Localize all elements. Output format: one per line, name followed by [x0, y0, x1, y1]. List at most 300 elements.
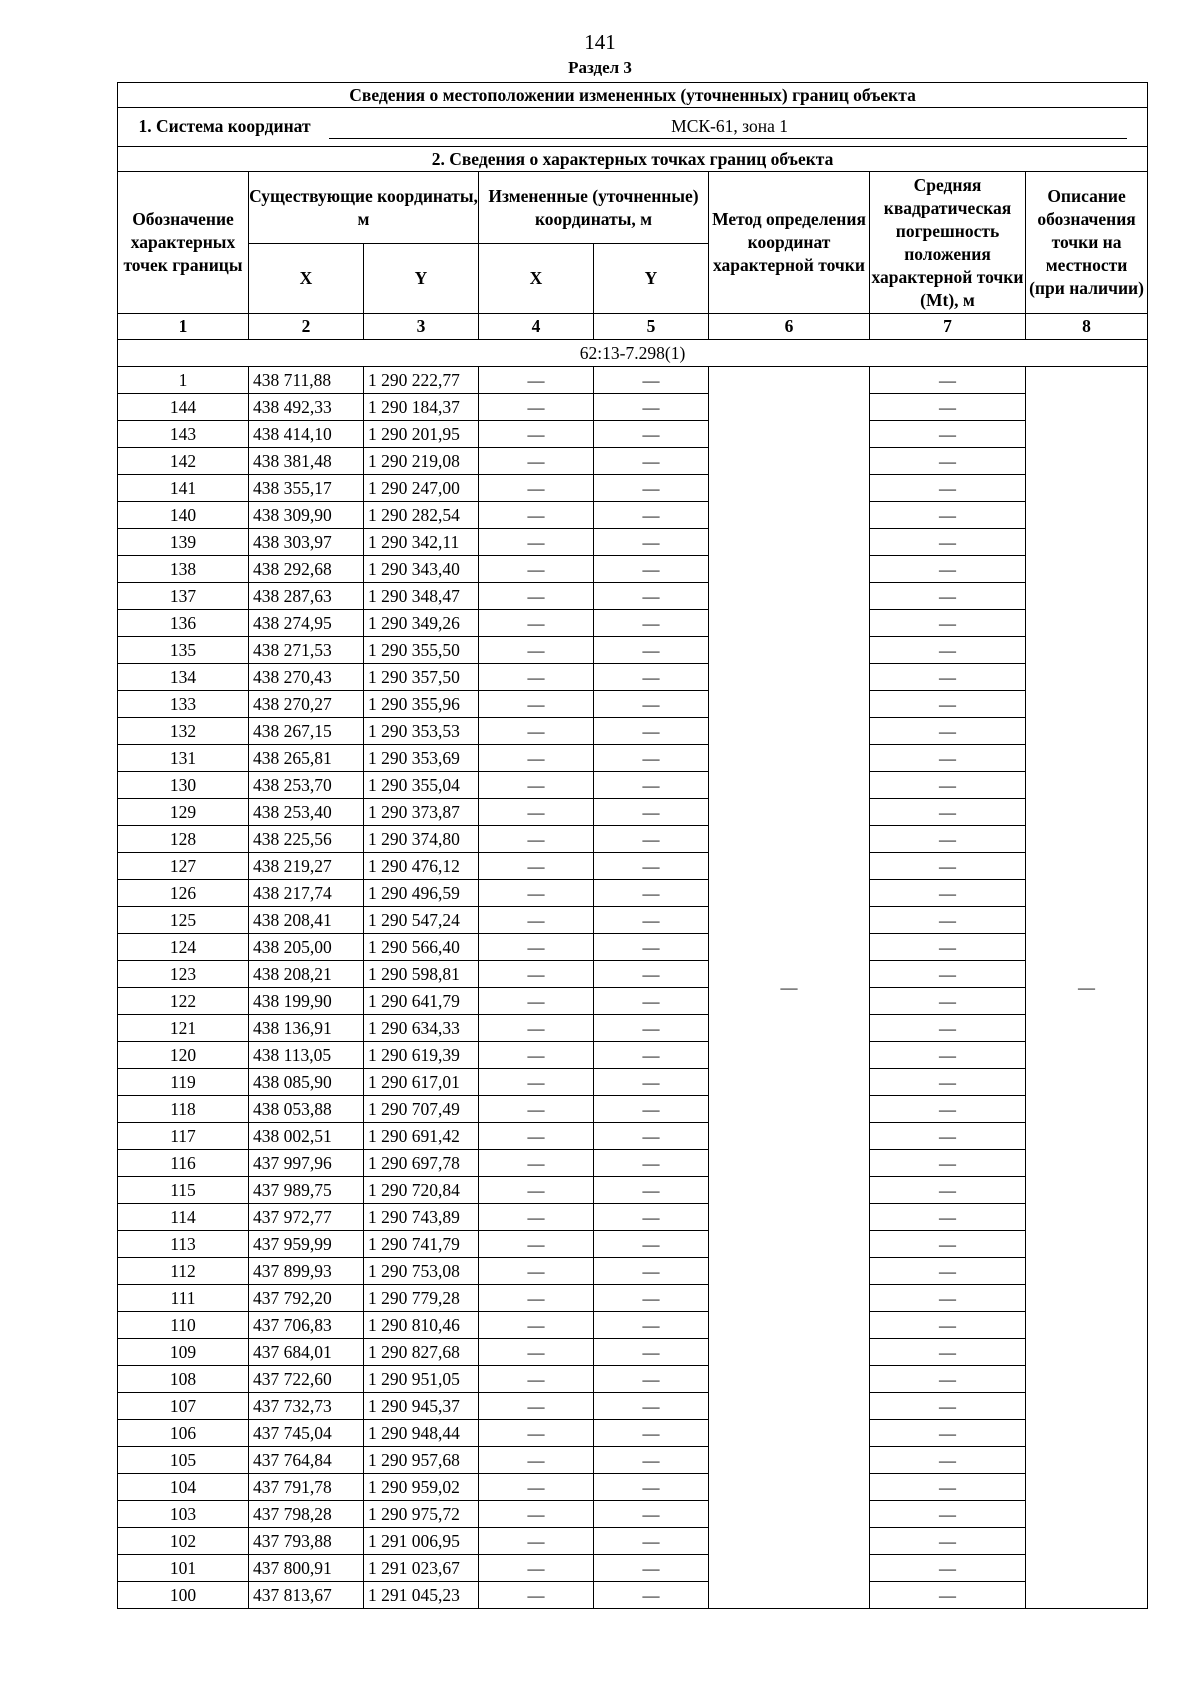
point-number: 115	[118, 1177, 249, 1204]
existing-y-value: 1 290 945,37	[364, 1393, 479, 1420]
table-row	[118, 1258, 1148, 1285]
existing-y-value: 1 290 957,68	[364, 1447, 479, 1474]
existing-y-value: 1 290 247,00	[364, 475, 479, 502]
mean-error-value: —	[870, 1312, 1026, 1339]
mean-error-value: —	[870, 799, 1026, 826]
existing-y-value: 1 290 707,49	[364, 1096, 479, 1123]
existing-y-value: 1 290 476,12	[364, 853, 479, 880]
header-method: Метод определения координат характерной точки	[709, 172, 870, 314]
changed-x-value: —	[479, 691, 594, 718]
point-number: 137	[118, 583, 249, 610]
existing-x-value: 437 732,73	[249, 1393, 364, 1420]
table-row	[118, 1042, 1148, 1069]
existing-y-value: 1 290 496,59	[364, 880, 479, 907]
col-number: 1	[118, 314, 249, 340]
mean-error-value: —	[870, 502, 1026, 529]
existing-y-value: 1 290 348,47	[364, 583, 479, 610]
mean-error-value: —	[870, 1096, 1026, 1123]
col-number: 4	[479, 314, 594, 340]
point-number: 104	[118, 1474, 249, 1501]
table-row	[118, 1123, 1148, 1150]
table-row	[118, 1420, 1148, 1447]
existing-x-value: 438 113,05	[249, 1042, 364, 1069]
table-row	[118, 1582, 1148, 1609]
changed-y-value: —	[594, 1015, 709, 1042]
mean-error-value: —	[870, 1582, 1026, 1609]
changed-y-value: —	[594, 556, 709, 583]
mean-error-value: —	[870, 1339, 1026, 1366]
existing-x-value: 437 764,84	[249, 1447, 364, 1474]
point-number: 106	[118, 1420, 249, 1447]
point-number: 140	[118, 502, 249, 529]
mean-error-value: —	[870, 421, 1026, 448]
existing-x-value: 438 270,27	[249, 691, 364, 718]
changed-x-value: —	[479, 745, 594, 772]
table-row	[118, 394, 1148, 421]
changed-y-value: —	[594, 1393, 709, 1420]
existing-x-value: 438 271,53	[249, 637, 364, 664]
table-row	[118, 1501, 1148, 1528]
existing-x-value: 438 208,21	[249, 961, 364, 988]
point-number: 133	[118, 691, 249, 718]
existing-y-value: 1 290 779,28	[364, 1285, 479, 1312]
point-number: 121	[118, 1015, 249, 1042]
existing-y-value: 1 290 959,02	[364, 1474, 479, 1501]
changed-y-value: —	[594, 367, 709, 394]
existing-y-value: 1 290 566,40	[364, 934, 479, 961]
existing-y-value: 1 290 619,39	[364, 1042, 479, 1069]
point-number: 135	[118, 637, 249, 664]
existing-y-value: 1 290 355,96	[364, 691, 479, 718]
changed-x-value: —	[479, 502, 594, 529]
changed-y-value: —	[594, 1312, 709, 1339]
changed-x-value: —	[479, 1069, 594, 1096]
existing-y-value: 1 291 023,67	[364, 1555, 479, 1582]
table-row	[118, 772, 1148, 799]
changed-x-value: —	[479, 637, 594, 664]
mean-error-value: —	[870, 1150, 1026, 1177]
table-row	[118, 853, 1148, 880]
point-number: 142	[118, 448, 249, 475]
table-row	[118, 1474, 1148, 1501]
header-changed-coords: Измененные (уточненные) координаты, м	[479, 172, 709, 244]
existing-x-value: 438 309,90	[249, 502, 364, 529]
changed-y-value: —	[594, 961, 709, 988]
existing-y-value: 1 291 045,23	[364, 1582, 479, 1609]
changed-y-value: —	[594, 1420, 709, 1447]
mean-error-value: —	[870, 1015, 1026, 1042]
existing-x-value: 437 959,99	[249, 1231, 364, 1258]
existing-y-value: 1 290 753,08	[364, 1258, 479, 1285]
changed-x-value: —	[479, 394, 594, 421]
existing-y-value: 1 290 219,08	[364, 448, 479, 475]
table-row	[118, 1204, 1148, 1231]
changed-y-value: —	[594, 934, 709, 961]
existing-x-value: 438 253,70	[249, 772, 364, 799]
changed-x-value: —	[479, 367, 594, 394]
header-mean-error: Средняя квадратическая погрешность положения характерной точки (Mt), м	[870, 172, 1026, 314]
existing-x-value: 437 706,83	[249, 1312, 364, 1339]
changed-y-value: —	[594, 448, 709, 475]
col-number: 3	[364, 314, 479, 340]
header-description: Описание обозначения точки на местности (при наличии)	[1026, 172, 1148, 314]
point-number: 141	[118, 475, 249, 502]
existing-y-value: 1 290 634,33	[364, 1015, 479, 1042]
point-number: 110	[118, 1312, 249, 1339]
mean-error-value: —	[870, 1555, 1026, 1582]
existing-x-value: 438 205,00	[249, 934, 364, 961]
changed-y-value: —	[594, 502, 709, 529]
point-number: 126	[118, 880, 249, 907]
point-number: 113	[118, 1231, 249, 1258]
existing-y-value: 1 290 355,50	[364, 637, 479, 664]
existing-x-value: 438 274,95	[249, 610, 364, 637]
mean-error-value: —	[870, 529, 1026, 556]
changed-x-value: —	[479, 1393, 594, 1420]
existing-x-value: 438 217,74	[249, 880, 364, 907]
existing-x-value: 438 355,17	[249, 475, 364, 502]
changed-x-value: —	[479, 853, 594, 880]
existing-y-value: 1 290 355,04	[364, 772, 479, 799]
changed-y-value: —	[594, 1096, 709, 1123]
changed-y-value: —	[594, 1123, 709, 1150]
changed-x-value: —	[479, 718, 594, 745]
changed-y-value: —	[594, 664, 709, 691]
coord-system-value: МСК-61, зона 1	[329, 115, 1127, 139]
mean-error-value: —	[870, 826, 1026, 853]
changed-x-value: —	[479, 1339, 594, 1366]
point-number: 105	[118, 1447, 249, 1474]
table-row	[118, 556, 1148, 583]
existing-y-value: 1 290 598,81	[364, 961, 479, 988]
table-row	[118, 475, 1148, 502]
changed-x-value: —	[479, 1312, 594, 1339]
changed-y-value: —	[594, 880, 709, 907]
mean-error-value: —	[870, 907, 1026, 934]
existing-y-value: 1 290 720,84	[364, 1177, 479, 1204]
point-number: 107	[118, 1393, 249, 1420]
coord-system-label: 1. Система координат	[138, 116, 311, 136]
point-number: 114	[118, 1204, 249, 1231]
changed-x-value: —	[479, 1204, 594, 1231]
changed-y-value: —	[594, 988, 709, 1015]
table-title: Сведения о местоположении измененных (уточненных) границ объекта	[118, 83, 1148, 108]
point-number: 102	[118, 1528, 249, 1555]
table-row	[118, 907, 1148, 934]
table-row	[118, 1447, 1148, 1474]
table-row	[118, 1285, 1148, 1312]
point-number: 100	[118, 1582, 249, 1609]
changed-x-value: —	[479, 1501, 594, 1528]
existing-y-value: 1 290 617,01	[364, 1069, 479, 1096]
table-row	[118, 691, 1148, 718]
existing-x-value: 438 199,90	[249, 988, 364, 1015]
boundary-table	[117, 82, 1148, 1609]
changed-x-value: —	[479, 1177, 594, 1204]
mean-error-value: —	[870, 583, 1026, 610]
header-existing-x: X	[249, 244, 364, 314]
existing-x-value: 438 381,48	[249, 448, 364, 475]
changed-y-value: —	[594, 799, 709, 826]
existing-y-value: 1 290 282,54	[364, 502, 479, 529]
existing-y-value: 1 290 697,78	[364, 1150, 479, 1177]
changed-y-value: —	[594, 826, 709, 853]
page-number: 141	[584, 30, 616, 54]
mean-error-value: —	[870, 961, 1026, 988]
changed-y-value: —	[594, 1555, 709, 1582]
existing-y-value: 1 290 343,40	[364, 556, 479, 583]
changed-x-value: —	[479, 529, 594, 556]
existing-x-value: 438 303,97	[249, 529, 364, 556]
changed-y-value: —	[594, 529, 709, 556]
table-row	[118, 880, 1148, 907]
existing-x-value: 437 684,01	[249, 1339, 364, 1366]
table-row	[118, 529, 1148, 556]
header-changed-x: X	[479, 244, 594, 314]
changed-y-value: —	[594, 394, 709, 421]
changed-x-value: —	[479, 1096, 594, 1123]
existing-x-value: 438 053,88	[249, 1096, 364, 1123]
point-number: 138	[118, 556, 249, 583]
changed-x-value: —	[479, 1582, 594, 1609]
table-row	[118, 826, 1148, 853]
mean-error-value: —	[870, 1285, 1026, 1312]
changed-x-value: —	[479, 826, 594, 853]
table-row	[118, 1150, 1148, 1177]
existing-y-value: 1 290 743,89	[364, 1204, 479, 1231]
changed-x-value: —	[479, 1474, 594, 1501]
changed-y-value: —	[594, 907, 709, 934]
existing-y-value: 1 290 349,26	[364, 610, 479, 637]
existing-y-value: 1 290 641,79	[364, 988, 479, 1015]
existing-x-value: 438 002,51	[249, 1123, 364, 1150]
changed-x-value: —	[479, 1231, 594, 1258]
mean-error-value: —	[870, 1528, 1026, 1555]
points-title: 2. Сведения о характерных точках границ объекта	[118, 147, 1148, 172]
changed-x-value: —	[479, 583, 594, 610]
changed-y-value: —	[594, 475, 709, 502]
existing-x-value: 437 791,78	[249, 1474, 364, 1501]
existing-x-value: 438 414,10	[249, 421, 364, 448]
point-number: 136	[118, 610, 249, 637]
existing-x-value: 437 997,96	[249, 1150, 364, 1177]
existing-y-value: 1 290 547,24	[364, 907, 479, 934]
changed-x-value: —	[479, 448, 594, 475]
changed-x-value: —	[479, 1258, 594, 1285]
existing-y-value: 1 290 373,87	[364, 799, 479, 826]
mean-error-value: —	[870, 367, 1026, 394]
changed-y-value: —	[594, 421, 709, 448]
existing-x-value: 437 800,91	[249, 1555, 364, 1582]
changed-y-value: —	[594, 1150, 709, 1177]
point-number: 127	[118, 853, 249, 880]
existing-y-value: 1 290 201,95	[364, 421, 479, 448]
mean-error-value: —	[870, 1177, 1026, 1204]
changed-y-value: —	[594, 1501, 709, 1528]
existing-y-value: 1 290 810,46	[364, 1312, 479, 1339]
point-number: 116	[118, 1150, 249, 1177]
changed-x-value: —	[479, 556, 594, 583]
table-row	[118, 961, 1148, 988]
existing-x-value: 437 813,67	[249, 1582, 364, 1609]
existing-x-value: 438 492,33	[249, 394, 364, 421]
table-row	[118, 637, 1148, 664]
col-number: 7	[870, 314, 1026, 340]
existing-y-value: 1 290 342,11	[364, 529, 479, 556]
changed-y-value: —	[594, 745, 709, 772]
col-number: 5	[594, 314, 709, 340]
existing-x-value: 438 265,81	[249, 745, 364, 772]
point-number: 118	[118, 1096, 249, 1123]
mean-error-value: —	[870, 1042, 1026, 1069]
table-row	[118, 1366, 1148, 1393]
point-number: 139	[118, 529, 249, 556]
mean-error-value: —	[870, 745, 1026, 772]
changed-y-value: —	[594, 1204, 709, 1231]
mean-error-value: —	[870, 880, 1026, 907]
changed-x-value: —	[479, 988, 594, 1015]
changed-x-value: —	[479, 961, 594, 988]
point-number: 132	[118, 718, 249, 745]
existing-y-value: 1 290 353,69	[364, 745, 479, 772]
existing-x-value: 437 722,60	[249, 1366, 364, 1393]
point-number: 131	[118, 745, 249, 772]
existing-x-value: 437 745,04	[249, 1420, 364, 1447]
changed-y-value: —	[594, 691, 709, 718]
existing-x-value: 438 225,56	[249, 826, 364, 853]
header-existing-y: Y	[364, 244, 479, 314]
existing-x-value: 438 085,90	[249, 1069, 364, 1096]
mean-error-value: —	[870, 475, 1026, 502]
table-row	[118, 448, 1148, 475]
changed-y-value: —	[594, 1447, 709, 1474]
table-row	[118, 1015, 1148, 1042]
changed-x-value: —	[479, 664, 594, 691]
table-row	[118, 1069, 1148, 1096]
table-row	[118, 745, 1148, 772]
changed-y-value: —	[594, 1285, 709, 1312]
changed-x-value: —	[479, 1015, 594, 1042]
mean-error-value: —	[870, 1123, 1026, 1150]
changed-y-value: —	[594, 1528, 709, 1555]
col-number: 8	[1026, 314, 1148, 340]
mean-error-value: —	[870, 1258, 1026, 1285]
point-number: 112	[118, 1258, 249, 1285]
point-number: 123	[118, 961, 249, 988]
table-row	[118, 934, 1148, 961]
mean-error-value: —	[870, 853, 1026, 880]
table-row	[118, 1231, 1148, 1258]
mean-error-value: —	[870, 394, 1026, 421]
col-number: 6	[709, 314, 870, 340]
mean-error-value: —	[870, 664, 1026, 691]
point-number: 120	[118, 1042, 249, 1069]
changed-y-value: —	[594, 637, 709, 664]
mean-error-value: —	[870, 637, 1026, 664]
existing-y-value: 1 290 374,80	[364, 826, 479, 853]
header-changed-y: Y	[594, 244, 709, 314]
point-number: 109	[118, 1339, 249, 1366]
mean-error-value: —	[870, 988, 1026, 1015]
existing-y-value: 1 290 741,79	[364, 1231, 479, 1258]
changed-y-value: —	[594, 583, 709, 610]
table-row	[118, 1528, 1148, 1555]
existing-y-value: 1 290 184,37	[364, 394, 479, 421]
changed-y-value: —	[594, 718, 709, 745]
changed-y-value: —	[594, 1231, 709, 1258]
existing-x-value: 437 793,88	[249, 1528, 364, 1555]
table-row	[118, 421, 1148, 448]
changed-y-value: —	[594, 1177, 709, 1204]
mean-error-value: —	[870, 1420, 1026, 1447]
changed-x-value: —	[479, 1042, 594, 1069]
changed-y-value: —	[594, 853, 709, 880]
table-row	[118, 1555, 1148, 1582]
existing-x-value: 437 792,20	[249, 1285, 364, 1312]
existing-x-value: 438 270,43	[249, 664, 364, 691]
table-row	[118, 799, 1148, 826]
existing-y-value: 1 290 222,77	[364, 367, 479, 394]
mean-error-value: —	[870, 1366, 1026, 1393]
header-point-designation: Обозначение характерных точек границы	[118, 172, 249, 314]
existing-y-value: 1 290 975,72	[364, 1501, 479, 1528]
point-number: 124	[118, 934, 249, 961]
changed-y-value: —	[594, 610, 709, 637]
point-number: 129	[118, 799, 249, 826]
method-value: —	[709, 367, 870, 1609]
table-row	[118, 1339, 1148, 1366]
description-value: —	[1026, 367, 1148, 1609]
mean-error-value: —	[870, 1501, 1026, 1528]
mean-error-value: —	[870, 1069, 1026, 1096]
existing-y-value: 1 290 691,42	[364, 1123, 479, 1150]
point-number: 1	[118, 367, 249, 394]
point-number: 108	[118, 1366, 249, 1393]
point-number: 122	[118, 988, 249, 1015]
changed-y-value: —	[594, 1258, 709, 1285]
existing-x-value: 438 711,88	[249, 367, 364, 394]
changed-y-value: —	[594, 1582, 709, 1609]
table-row	[118, 1177, 1148, 1204]
table-row	[118, 502, 1148, 529]
mean-error-value: —	[870, 1204, 1026, 1231]
changed-x-value: —	[479, 907, 594, 934]
point-number: 103	[118, 1501, 249, 1528]
point-number: 101	[118, 1555, 249, 1582]
existing-x-value: 438 208,41	[249, 907, 364, 934]
existing-x-value: 438 292,68	[249, 556, 364, 583]
mean-error-value: —	[870, 1231, 1026, 1258]
table-row	[118, 1312, 1148, 1339]
mean-error-value: —	[870, 934, 1026, 961]
point-number: 134	[118, 664, 249, 691]
existing-y-value: 1 290 353,53	[364, 718, 479, 745]
existing-y-value: 1 291 006,95	[364, 1528, 479, 1555]
changed-x-value: —	[479, 1123, 594, 1150]
col-number: 2	[249, 314, 364, 340]
point-number: 125	[118, 907, 249, 934]
existing-x-value: 437 798,28	[249, 1501, 364, 1528]
changed-y-value: —	[594, 1042, 709, 1069]
changed-x-value: —	[479, 421, 594, 448]
mean-error-value: —	[870, 610, 1026, 637]
object-id: 62:13-7.298(1)	[118, 340, 1148, 367]
existing-x-value: 438 219,27	[249, 853, 364, 880]
table-row	[118, 664, 1148, 691]
mean-error-value: —	[870, 1447, 1026, 1474]
table-row	[118, 583, 1148, 610]
changed-x-value: —	[479, 1150, 594, 1177]
